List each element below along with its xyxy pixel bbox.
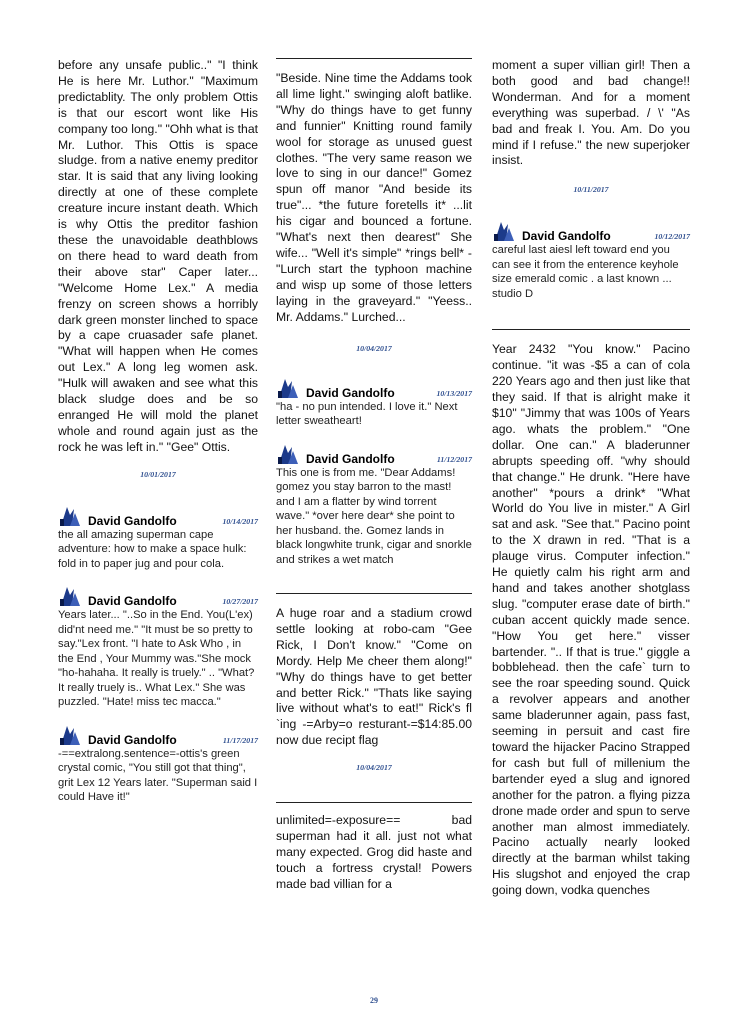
author-avatar-icon (58, 724, 82, 746)
column-2 (276, 58, 472, 893)
comment-header (58, 724, 258, 746)
divider (276, 593, 472, 594)
comment-date: 10/14/2017 (222, 516, 258, 526)
comment-header (58, 505, 258, 527)
comment-date: 10/13/2017 (436, 388, 472, 398)
author-avatar-icon (58, 585, 82, 607)
comment (58, 724, 258, 805)
comment-text: the all amazing superman cape adventure: how to make a space hulk: fold in to paper jug and pour cola. (58, 528, 247, 570)
comment (58, 585, 258, 710)
comment-author[interactable]: David Gandolfo (88, 732, 177, 747)
comment-text: "ha - no pun intended. I love it." Next letter sweatheart! (276, 400, 458, 427)
comment-date: 11/17/2017 (222, 735, 258, 745)
comment-author[interactable]: David Gandolfo (88, 594, 177, 609)
story-addams: "Beside. Nine time the Addams took all lime light." swinging aloft batlike. "Why do things have to get funny and funnier" Knitting round family wool for storage as unused guest clothes. "The very same reason we love to sing in our dance!" Gomez spun off manor "And beside its true"... *the future foretells it* ...lit his cigar and bounced a fortune. "What's next then dearest" She wife... "Well it's simple" *rings bell* - "Lurch start the typhoon machine and wisp up some of those letters laying in the graveyard." "Yeess.. Mr. Addams." Lurched... (276, 71, 472, 324)
divider (492, 329, 690, 330)
comment-text: This one is from me. "Dear Addams! gomez you stay barron to the mast! and I am a flatter by wind torrent wave." *over here dear* she point to her husband. the. Gomez lands in black longwhite trunk, cigar and snorkle and strikes a wet match (276, 466, 472, 566)
comment-author[interactable]: David Gandolfo (522, 229, 611, 244)
column-1 (58, 58, 258, 805)
comment-author[interactable]: David Gandolfo (306, 451, 395, 466)
author-avatar-icon (276, 377, 300, 399)
comment-header (276, 377, 472, 399)
comment-author[interactable]: David Gandolfo (306, 385, 395, 400)
comment-header (58, 585, 258, 607)
comment-author[interactable]: David Gandolfo (88, 513, 177, 528)
story-pacino: Year 2432 "You know." Pacino continue. "it was -$5 a can of cola 220 Years ago and then just like that they said. If that is alright make it $10" "Jimmy that was 100s of Years ago. whats the problem." "One dollar. One can." A bladerunner abrupts speeding off. "why should that change." He drunk. "Here have another" *pours a drink* "What World do You live in mister." A Girl sat and ask. "See that." Pacino point to the X drawn in red. "That is a plauge virus. Computer infection." He quietly calm his right arm and hand and takes another shotglass slug. "computer erase date of birth." cuban accent quickly made sence. "How You get here." visser bartender. ".. If that is true." giggle a bobblehead. then the cafe` turn to see the roar speeding sound. Quick a revolver appears and another same bladerunner again, pass fast, seeming in persuit and cast fire toward the hijacker Pacino Strapped for cash but full of millenium the bartender eyed a slug and ignored another for the patron. a flying pizza drone made order and spun to serve another man almost immediately. Pacino actually nearly looked directly at the barman whilst taking His slugshot and enjoyed the crap going down, vodka quenches (492, 342, 690, 898)
comment-date: 11/12/2017 (436, 454, 472, 464)
comment-header (276, 443, 472, 465)
story-date: 10/11/2017 (573, 185, 609, 195)
page-number: 29 (370, 996, 378, 1005)
comment-date: 10/27/2017 (222, 597, 258, 607)
story-date: 10/04/2017 (356, 343, 392, 353)
comment (58, 505, 258, 572)
divider (276, 802, 472, 803)
column-3 (492, 58, 690, 899)
story-date: 10/01/2017 (140, 469, 176, 479)
story-superman-crystal: unlimited=-exposure== bad superman had it all. just not what many expected. Grog did haste and touch a fortress crystal! Powers made bad villian for a (276, 813, 472, 891)
author-avatar-icon (276, 443, 300, 465)
comment-text: -==extralong.sentence=-ottis's green crystal comic, "You still got that thing", grit Lex 12 Years later. "Superman said I could Have it!" (58, 747, 258, 804)
comment-header (492, 220, 690, 242)
divider (276, 58, 472, 59)
story-rick-mordy: A huge roar and a stadium crowd settle looking at robo-cam "Gee Rick, I Don't know." "Come on Mordy. Help Me cheer them along!" "Why do things have to get better and better Rick." "Thats like saying live without what's to eat!" Rick's fl `ing -=Arby=o resturant-=$14:85.00 now due recipt flag (276, 606, 472, 748)
comment (492, 220, 690, 301)
author-avatar-icon (58, 505, 82, 527)
story-ottis: before any unsafe public.." "I think He is here Mr. Luthor." "Maximum predictablity. The only problem Ottis is that our escort wont like His company too long." "Ohh what is that Mr. Luthor. This Ottis is space sludge. from a native enemy preditor star. It is said that any living looking directly at one of these complete creature incure instant death. Which is why Ottis the preditor fashion these the unavoidable deathblows on there head to ward death from their above star" Caper later... "Welcome Home Lex." A media frenzy on screen shows a horribly dark green monster linched to space by a cape cruasader safe planet. "What will happen when He comes out Lex." A long leg women ask. "Hulk will awaken and see what this black sludge does and be so enranged He will mold the planet whole and round again just as the rock he was left in." "Gee" Ottis. (58, 58, 258, 454)
comment-date: 10/12/2017 (654, 232, 690, 242)
story-date: 10/04/2017 (356, 763, 392, 773)
comment (276, 443, 472, 568)
author-avatar-icon (492, 220, 516, 242)
comment-text: careful last aiesl left toward end you can see it from the enterence keyhole size emerald comic . a last known ... studio D (492, 244, 679, 300)
comment (276, 377, 472, 429)
comment-text: Years later... "..So in the End. You(L'ex) did'nt need me." "It must be so pretty to say."Lex front. "I hate to Ask Who , in the End , Your Mummy was."She mock "ho-hahaha. It really is truely." .. "What? It really truely is.. What Lex." She was puzzled. "Hate! miss tec macca." (58, 609, 255, 709)
story-superjoker: moment a super villian girl! Then a both good and bad change!! Wonderman. And for a moment everything was superbad. / \' "As bad and freak I. You. Am. Do you mind if I refuse." the new superjoker insist. (492, 58, 690, 168)
